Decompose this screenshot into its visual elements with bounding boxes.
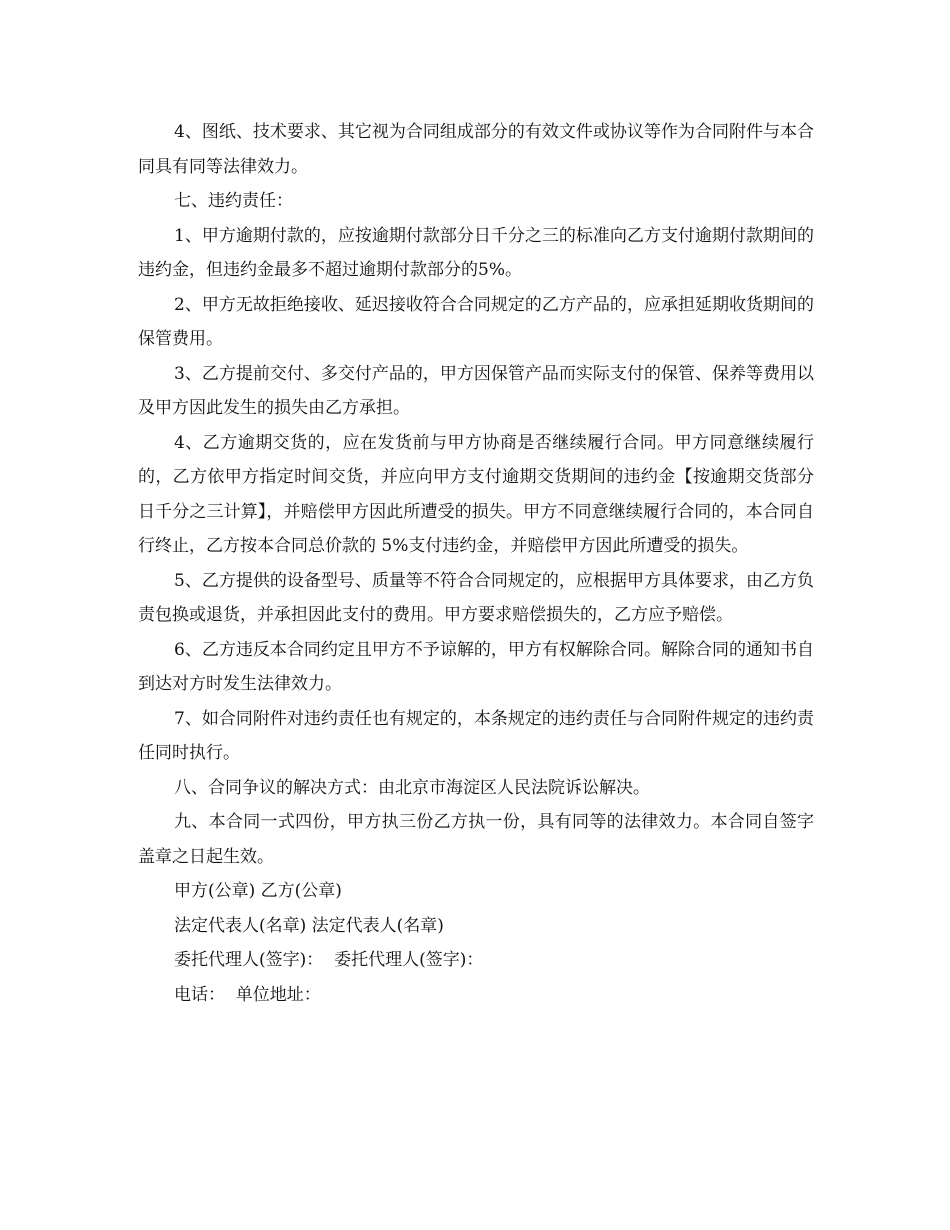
clause-attachment-liability: 7、如合同附件对违约责任也有规定的，本条规定的违约责任与合同附件规定的违约责任同时执行。 bbox=[138, 708, 814, 763]
clause-late-payment: 1、甲方逾期付款的，应按逾期付款部分日千分之三的标准向乙方支付逾期付款期间的违约金，但违约金最多不超过逾期付款部分的5%。 bbox=[138, 225, 814, 280]
signature-representative-line: 法定代表人(名章) 法定代表人(名章) bbox=[174, 915, 444, 936]
signature-seal-line: 甲方(公章) 乙方(公章) bbox=[174, 881, 342, 901]
section-heading-breach: 七、违约责任： bbox=[174, 191, 293, 211]
clause-termination: 6、乙方违反本合同约定且甲方不予谅解的，甲方有权解除合同。解除合同的通知书自到达对方时发生法律效力。 bbox=[138, 639, 814, 694]
signature-contact-line: 电话： 单位地址： bbox=[174, 984, 321, 1005]
clause-attachments: 4、图纸、技术要求、其它视为合同组成部分的有效文件或协议等作为合同附件与本合同具有同等法律效力。 bbox=[138, 122, 814, 177]
signature-agent-line: 委托代理人(签字)： 委托代理人(签字)： bbox=[174, 950, 484, 970]
section-dispute-resolution: 八、合同争议的解决方式：由北京市海淀区人民法院诉讼解决。 bbox=[174, 777, 650, 798]
clause-late-delivery: 4、乙方逾期交货的，应在发货前与甲方协商是否继续履行合同。甲方同意继续履行的，乙方依甲方指定时间交货，并应向甲方支付逾期交货期间的违约金【按逾期交货部分日千分之三计算】，并赔偿甲方因此所遭受的损失。甲方不同意继续履行合同的，本合同自行终止，乙方按本合同总价款的 5%支付违约金，并赔偿甲方因此所遭受的损失。 bbox=[138, 432, 814, 556]
clause-refuse-receipt: 2、甲方无故拒绝接收、延迟接收符合合同规定的乙方产品的，应承担延期收货期间的保管费用。 bbox=[138, 294, 814, 349]
clause-early-delivery: 3、乙方提前交付、多交付产品的，甲方因保管产品而实际支付的保管、保养等费用以及甲方因此发生的损失由乙方承担。 bbox=[138, 363, 814, 418]
signature-block bbox=[138, 874, 814, 1012]
section-copies-effect: 九、本合同一式四份，甲方执三份乙方执一份，具有同等的法律效力。本合同自签字盖章之日起生效。 bbox=[138, 812, 814, 867]
contract-text bbox=[138, 115, 814, 1012]
clause-nonconforming: 5、乙方提供的设备型号、质量等不符合合同规定的，应根据甲方具体要求，由乙方负责包换或退货，并承担因此支付的费用。甲方要求赔偿损失的，乙方应予赔偿。 bbox=[138, 570, 814, 625]
